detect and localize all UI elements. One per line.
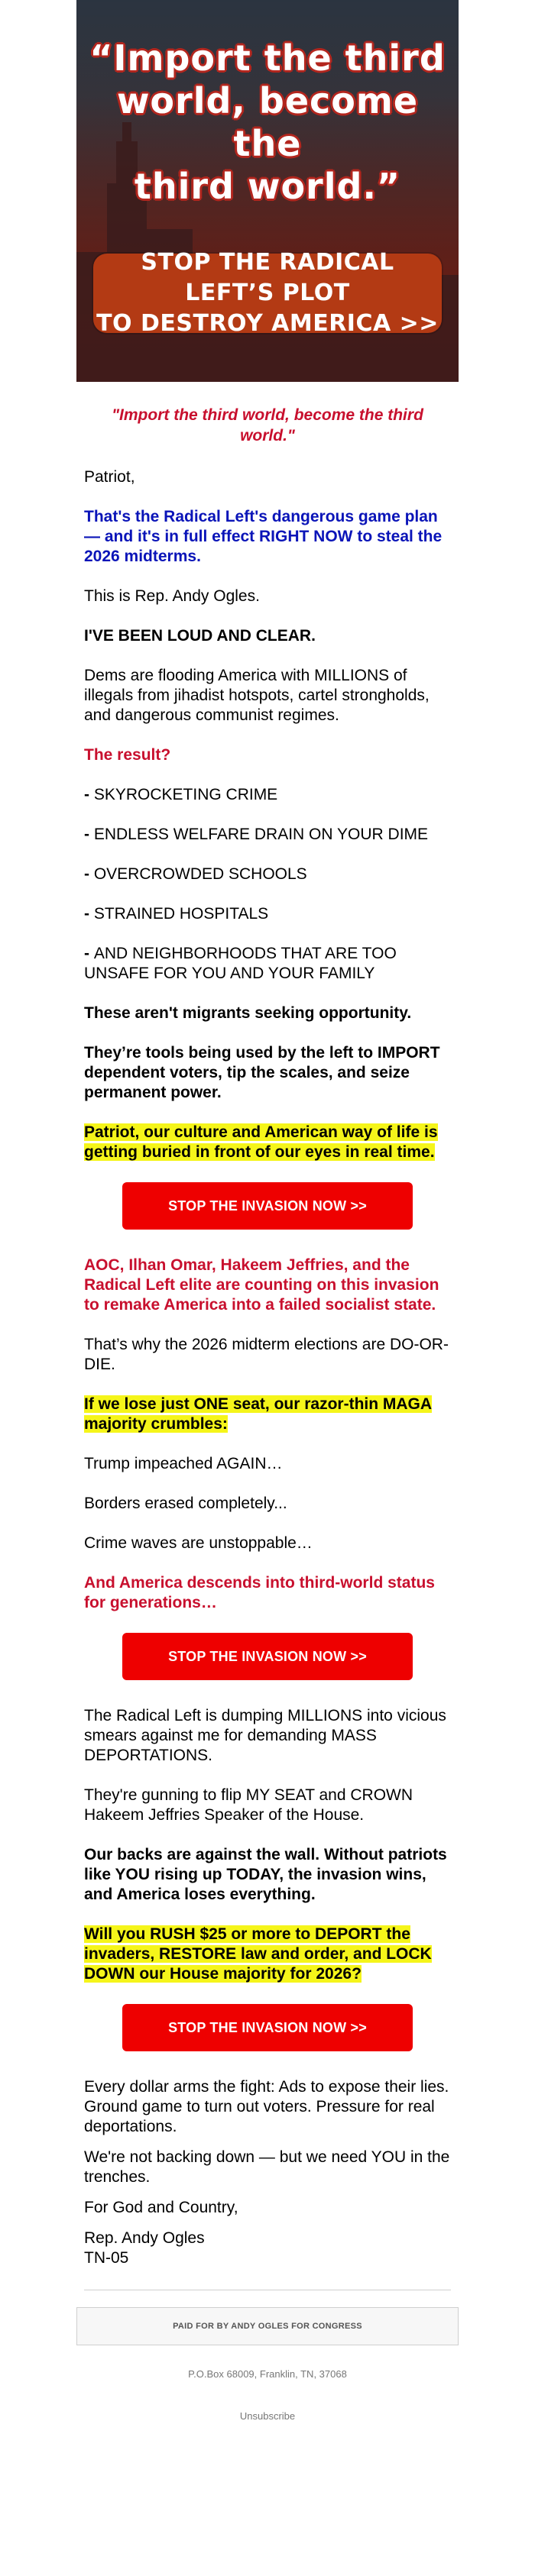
stop-invasion-button[interactable]: STOP THE INVASION NOW >> <box>122 1633 413 1680</box>
paragraph-gunning: They're gunning to flip MY SEAT and CROWN Hakeem Jeffries Speaker of the House. <box>84 1786 413 1824</box>
unsubscribe-link[interactable]: Unsubscribe <box>239 2410 296 2422</box>
result-text: SKYROCKETING CRIME <box>93 786 278 803</box>
email-body <box>76 405 459 2268</box>
paragraph-aoc: AOC, Ilhan Omar, Hakeem Jeffries, and the Radical Left elite are counting on this invasion to remake America into a failed socialist state. <box>84 1256 439 1314</box>
paragraph-dollar: Every dollar arms the fight: Ads to expose their lies. Ground game to turn out voters. Pressure for real deportations. <box>84 2078 449 2135</box>
hero-button-line: STOP THE RADICAL LEFT’S PLOT <box>141 249 394 306</box>
paragraph-backing: We're not backing down — but we need YOU in the trenches. <box>84 2148 450 2186</box>
result-item <box>84 785 451 805</box>
result-item <box>84 944 451 984</box>
stop-invasion-button[interactable]: STOP THE INVASION NOW >> <box>122 2004 413 2051</box>
paragraph-gameplan: That's the Radical Left's dangerous game plan — and it's in full effect RIGHT NOW to steal the 2026 midterms. <box>84 508 443 565</box>
signature <box>84 2229 451 2268</box>
email-container <box>76 0 459 2422</box>
signature-name: Rep. Andy Ogles <box>84 2229 205 2247</box>
paragraph-crime: Crime waves are unstoppable… <box>84 1534 313 1552</box>
paragraph-lose <box>84 1395 451 1434</box>
hero-quote-line: third world.” <box>134 166 401 207</box>
result-dash: - <box>84 905 94 923</box>
result-item <box>84 865 451 884</box>
paragraph-rush <box>84 1925 451 1984</box>
paragraph-result: The result? <box>84 746 171 764</box>
result-dash: - <box>84 945 94 962</box>
greeting: Patriot, <box>84 468 135 486</box>
result-text: ENDLESS WELFARE DRAIN ON YOUR DIME <box>93 826 429 843</box>
cta-wrapper <box>84 1182 451 1230</box>
paragraph-intro: This is Rep. Andy Ogles. <box>84 587 260 605</box>
stop-invasion-button[interactable]: STOP THE INVASION NOW >> <box>122 1182 413 1230</box>
result-text: AND NEIGHBORHOODS THAT ARE TOO UNSAFE FOR YOU AND YOUR FAMILY <box>84 945 397 982</box>
paragraph-doordie: That’s why the 2026 midterm elections are DO-OR-DIE. <box>84 1336 449 1373</box>
hero-quote <box>76 37 459 208</box>
result-dash: - <box>84 826 94 843</box>
result-item <box>84 825 451 845</box>
paid-for-disclaimer: PAID FOR BY ANDY OGLES FOR CONGRESS <box>76 2307 459 2345</box>
hero-banner[interactable] <box>76 0 459 382</box>
hero-quote-line: world, become the <box>116 80 419 164</box>
paragraph-dumping: The Radical Left is dumping MILLIONS into vicious smears against me for demanding MASS DEPORTATIONS. <box>84 1707 446 1764</box>
result-dash: - <box>84 865 94 883</box>
paragraph-tools: They’re tools being used by the left to IMPORT dependent voters, tip the scales, and seize permanent power. <box>84 1044 440 1101</box>
signoff: For God and Country, <box>84 2199 238 2216</box>
result-item <box>84 904 451 924</box>
paragraph-descends: And America descends into third-world status for generations… <box>84 1574 435 1611</box>
paragraph-borders: Borders erased completely... <box>84 1495 287 1512</box>
paragraph-backs: Our backs are against the wall. Without patriots like YOU rising up TODAY, the invasion wins, and America loses everything. <box>84 1846 447 1903</box>
paragraph-trump: Trump impeached AGAIN… <box>84 1455 283 1472</box>
hero-stop-button[interactable] <box>93 249 442 337</box>
cta-wrapper <box>84 1633 451 1680</box>
result-text: OVERCROWDED SCHOOLS <box>93 865 307 883</box>
hero-button-line: TO DESTROY AMERICA >> <box>96 310 439 337</box>
paragraph-culture <box>84 1123 451 1162</box>
paragraph-dems: Dems are flooding America with MILLIONS of illegals from jihadist hotspots, cartel strongholds, and dangerous communist regimes. <box>84 667 430 724</box>
highlight-culture: Patriot, our culture and American way of life is getting buried in front of our eyes in real time. <box>84 1123 438 1161</box>
cta-wrapper <box>84 2004 451 2051</box>
mailing-address: P.O.Box 68009, Franklin, TN, 37068 <box>188 2368 347 2380</box>
signature-district: TN-05 <box>84 2249 129 2267</box>
result-text: STRAINED HOSPITALS <box>93 905 269 923</box>
paragraph-loud: I'VE BEEN LOUD AND CLEAR. <box>84 627 316 645</box>
highlight-rush: Will you RUSH $25 or more to DEPORT the invaders, RESTORE law and order, and LOCK DOWN our House majority for 2026? <box>84 1925 432 1983</box>
paragraph-migrants: These aren't migrants seeking opportunity. <box>84 1004 412 1022</box>
unsubscribe-row <box>76 2410 459 2422</box>
result-dash: - <box>84 786 94 803</box>
pull-quote: "Import the third world, become the third world." <box>112 406 423 444</box>
highlight-lose: If we lose just ONE seat, our razor-thin MAGA majority crumbles: <box>84 1395 433 1433</box>
hero-quote-line: “Import the third <box>89 37 446 79</box>
